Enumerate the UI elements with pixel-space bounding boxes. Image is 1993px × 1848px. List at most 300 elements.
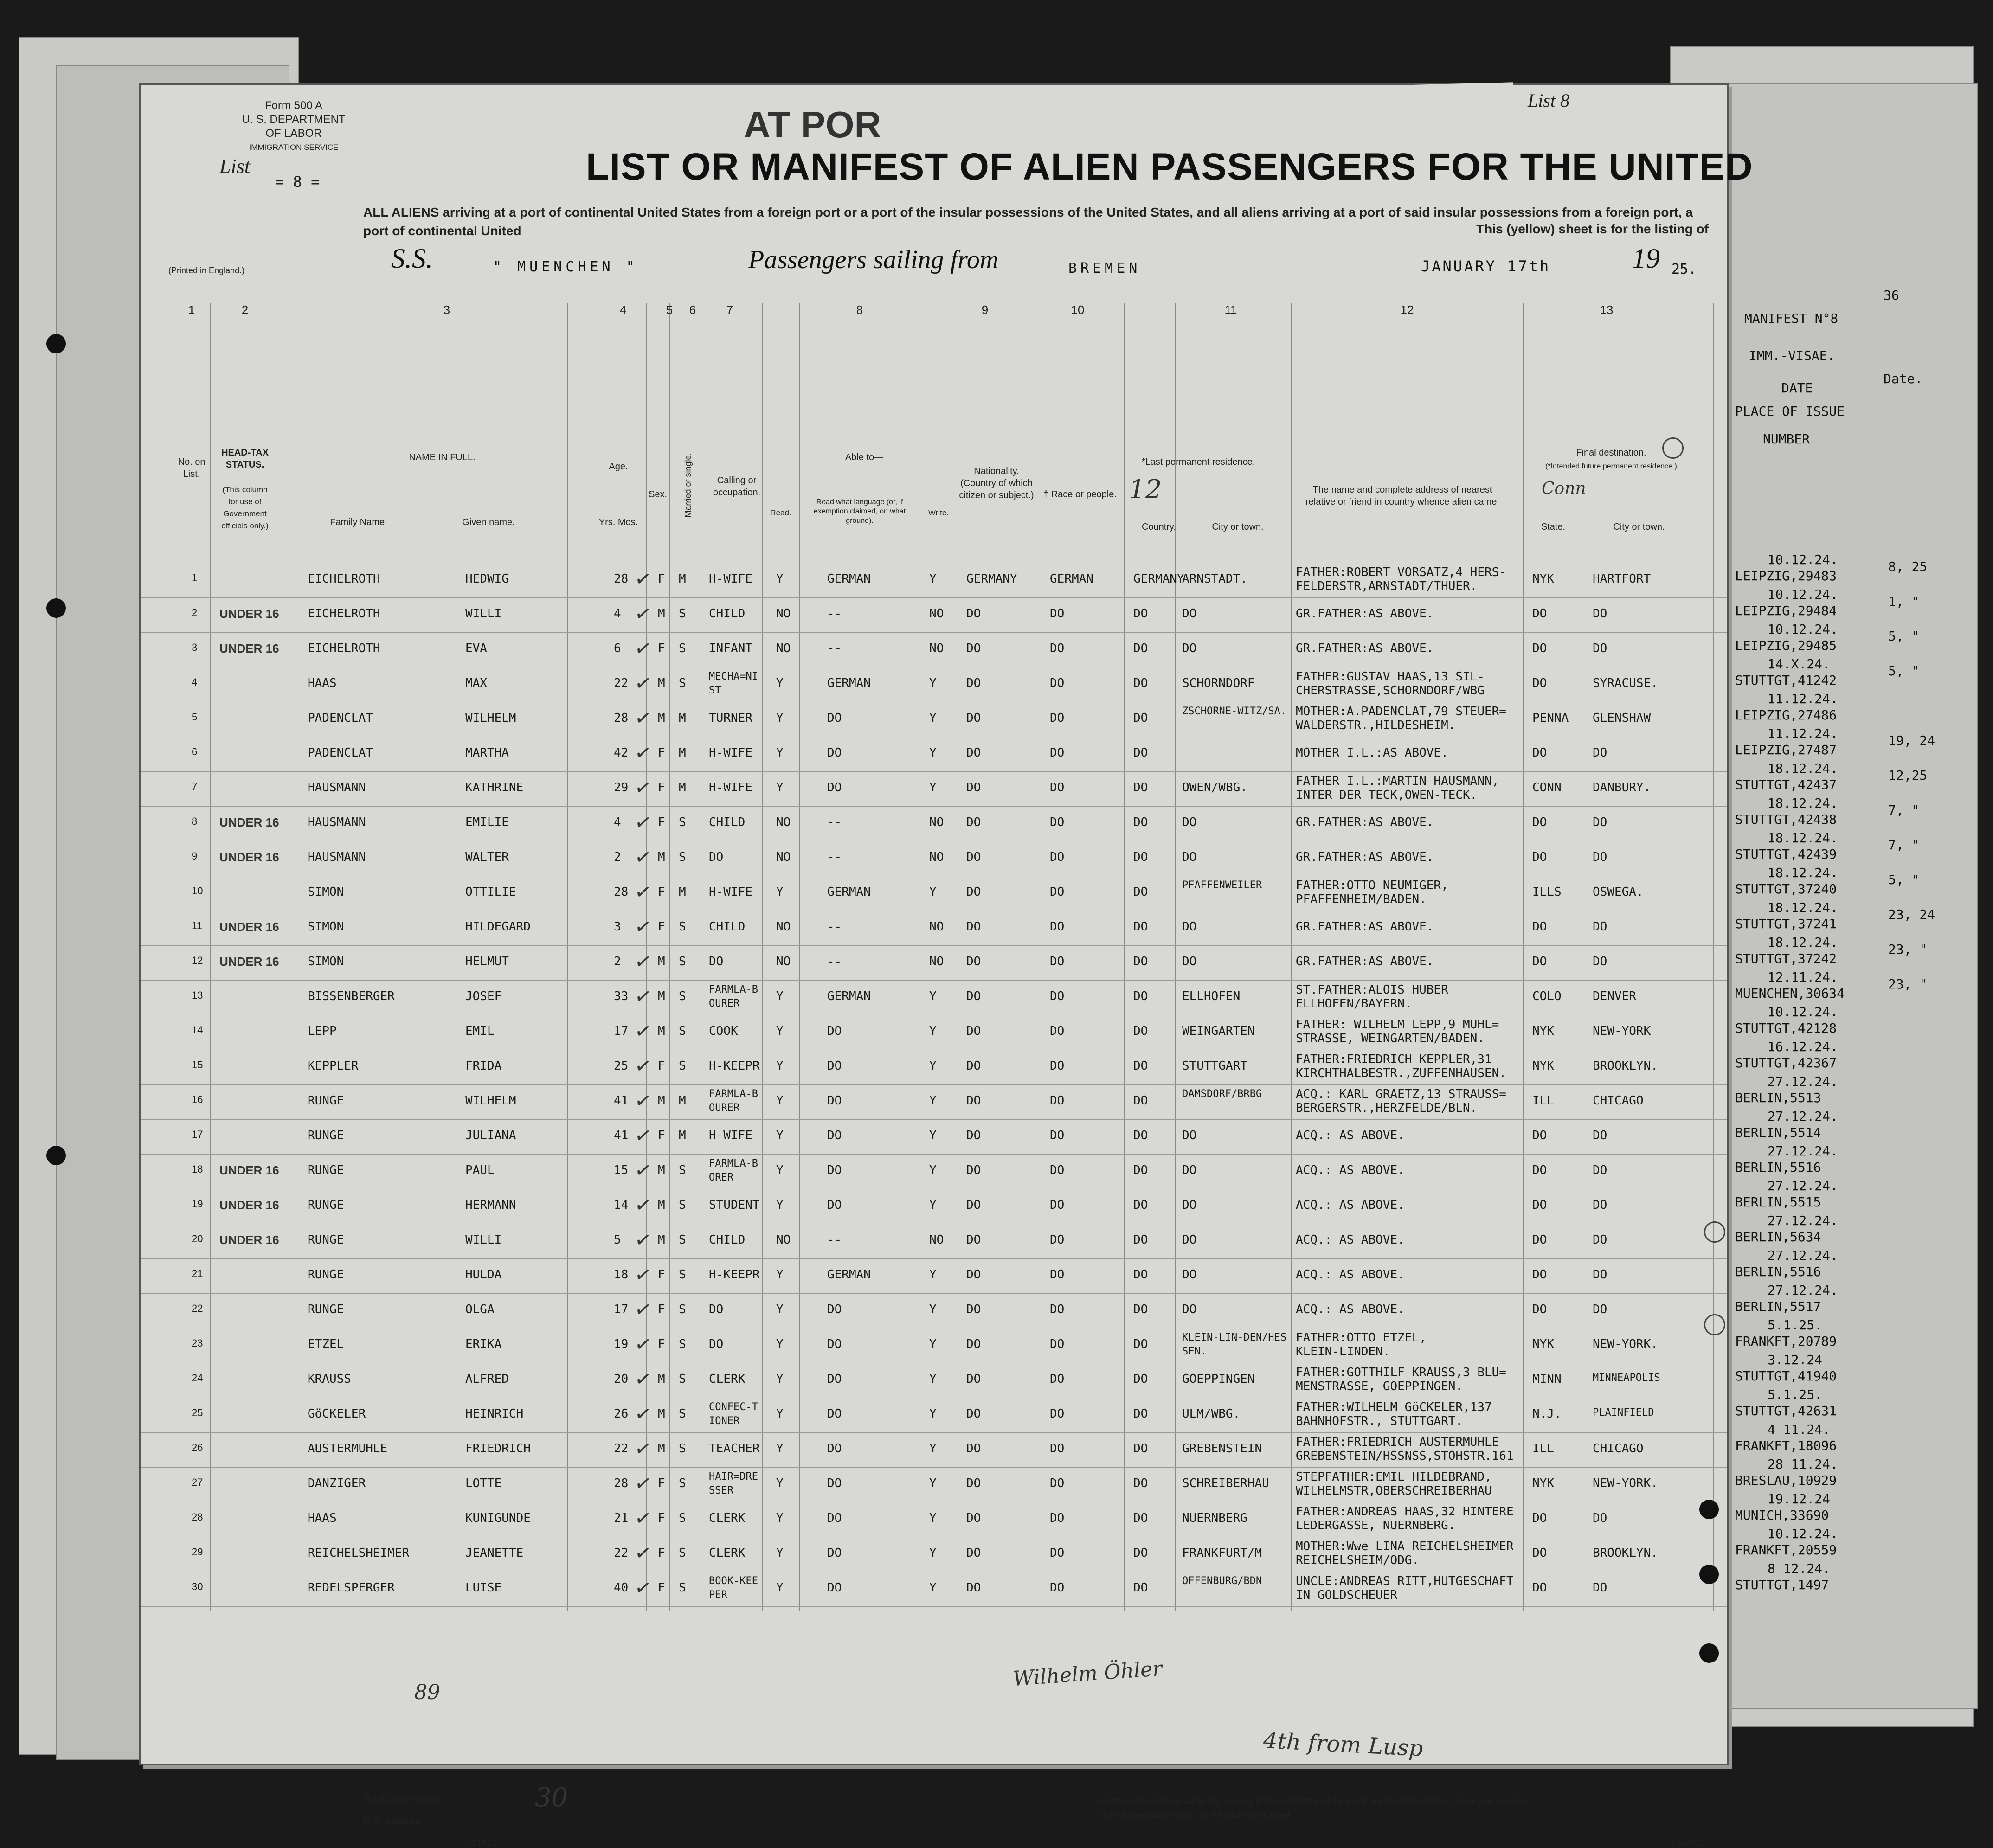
- cell-family: KEPPLER: [308, 1059, 359, 1073]
- punch-hole: [1699, 1500, 1719, 1519]
- cell-given: EVA: [465, 642, 487, 655]
- form-service: IMMIGRATION SERVICE: [249, 143, 339, 152]
- column-number: 9: [981, 303, 989, 317]
- cell-read: Y: [776, 676, 784, 690]
- cell-family: PADENCLAT: [308, 711, 373, 725]
- cell-nat: DO: [966, 1198, 981, 1212]
- cell-no: 29: [192, 1546, 203, 1558]
- visa-date: 11.12.24.: [1768, 726, 1838, 741]
- cell-no: 25: [192, 1407, 203, 1418]
- cell-age: 4: [614, 815, 621, 829]
- cell-age: 14: [614, 1198, 629, 1212]
- visa-date: 27.12.24.: [1768, 1178, 1838, 1194]
- cell-lang: DO: [827, 1546, 842, 1560]
- cell-read: Y: [776, 1303, 784, 1316]
- cell-given: WALTER: [465, 850, 509, 864]
- table-row: [141, 841, 1727, 876]
- cell-city: STUTTGART: [1182, 1059, 1247, 1073]
- punch-hole-ring: [1704, 1221, 1725, 1243]
- cell-write: Y: [929, 781, 937, 795]
- visa-far-value: 5, ": [1888, 872, 1920, 887]
- column-number: 1: [188, 303, 195, 317]
- cell-dest: BROOKLYN.: [1593, 1546, 1658, 1560]
- cell-calling: H-WIFE: [709, 572, 752, 586]
- cell-country: DO: [1133, 1059, 1148, 1073]
- cell-race: DO: [1050, 1024, 1065, 1038]
- cell-country: DO: [1133, 1372, 1148, 1386]
- cell-dest: NEW-YORK.: [1593, 1337, 1658, 1351]
- cell-rel1: FATHER:FRIEDRICH KEPPLER,31 KIRCHTHALBESTR.,ZUFFENHAUSEN.: [1296, 1052, 1506, 1080]
- totals-label: TOTALS.: [465, 1838, 500, 1848]
- cell-rel1: FATHER I.L.:MARTIN HAUSMANN, INTER DER TECK,OWEN-TECK.: [1296, 774, 1499, 802]
- header-country: Country.: [1141, 522, 1177, 532]
- table-row: [141, 806, 1727, 841]
- departure-port: BREMEN: [1068, 260, 1141, 276]
- cell-nat: DO: [966, 1233, 981, 1247]
- cell-country: DO: [1133, 1024, 1148, 1038]
- cell-family: HAAS: [308, 676, 337, 690]
- cell-nat: DO: [966, 1303, 981, 1316]
- cell-no: 27: [192, 1476, 203, 1488]
- checkmark-icon: ✓: [633, 1297, 654, 1322]
- cell-write: Y: [929, 1442, 937, 1456]
- cell-city: DO: [1182, 920, 1197, 934]
- cell-family: RUNGE: [308, 1129, 344, 1142]
- cell-write: NO: [929, 607, 944, 621]
- cell-race: DO: [1050, 1303, 1065, 1316]
- cell-calling: FARMLA-BORER: [709, 1158, 758, 1183]
- cell-race: DO: [1050, 1129, 1065, 1142]
- cell-race: DO: [1050, 1094, 1065, 1108]
- cell-age: 3: [614, 920, 621, 934]
- cell-lang: DO: [827, 1407, 842, 1421]
- cell-sex: F: [658, 1476, 665, 1490]
- cell-nat: GERMANY: [966, 572, 1017, 586]
- cell-sex: F: [658, 642, 665, 655]
- cell-write: Y: [929, 1407, 937, 1421]
- cell-ms: S: [679, 815, 686, 829]
- cell-lang: DO: [827, 1024, 842, 1038]
- table-row: [141, 1224, 1727, 1259]
- manifest-sheet: [139, 83, 1753, 1848]
- header-city: City or town.: [1212, 522, 1264, 532]
- cell-sex: M: [658, 1233, 665, 1247]
- cell-lang: --: [827, 607, 842, 621]
- us-citizens-label: U.S. citizens: [363, 1815, 420, 1827]
- visa-date: 10.12.24.: [1768, 552, 1838, 567]
- cell-tax: UNDER 16: [219, 1233, 279, 1247]
- cell-rel1: GR.FATHER:AS ABOVE.: [1296, 815, 1434, 829]
- cell-sex: M: [658, 711, 665, 725]
- cell-ms: S: [679, 642, 686, 655]
- cell-age: 17: [614, 1303, 629, 1316]
- cell-nat: DO: [966, 1442, 981, 1456]
- cell-city: DO: [1182, 1303, 1197, 1316]
- cell-race: DO: [1050, 989, 1065, 1003]
- cell-write: Y: [929, 1059, 937, 1073]
- cell-sex: F: [658, 1337, 665, 1351]
- cell-country: DO: [1133, 1268, 1148, 1282]
- cell-age: 2: [614, 955, 621, 969]
- cell-write: Y: [929, 1129, 937, 1142]
- cell-write: Y: [929, 1511, 937, 1525]
- header-read: Read.: [770, 508, 791, 517]
- cell-rel1: GR.FATHER:AS ABOVE.: [1296, 642, 1434, 655]
- cell-no: 4: [192, 676, 198, 688]
- cell-age: 40: [614, 1581, 629, 1595]
- header-read-lang: Read what language (or, if exemption claimed, on what ground).: [813, 498, 906, 525]
- cell-write: Y: [929, 1094, 937, 1108]
- punch-hole: [1699, 1565, 1719, 1584]
- cell-country: DO: [1133, 815, 1148, 829]
- cell-age: 2: [614, 850, 621, 864]
- cell-no: 17: [192, 1129, 203, 1140]
- column-number: 7: [726, 303, 733, 317]
- cell-rel1: ACQ.: AS ABOVE.: [1296, 1233, 1405, 1247]
- cell-dest: DO: [1593, 850, 1607, 864]
- visa-place: STUTTGT,41940: [1735, 1368, 1837, 1384]
- cell-tax: UNDER 16: [219, 1163, 279, 1177]
- cell-nat: DO: [966, 607, 981, 621]
- cell-race: DO: [1050, 1233, 1065, 1247]
- visa-place: LEIPZIG,29483: [1735, 568, 1837, 584]
- visa-date: 8 12.24.: [1768, 1561, 1830, 1576]
- visa-place: STUTTGT,42439: [1735, 847, 1837, 862]
- cell-read: Y: [776, 1163, 784, 1177]
- visa-place: BERLIN,5516: [1735, 1264, 1821, 1279]
- cell-ms: S: [679, 920, 686, 934]
- column-number: 6: [689, 303, 696, 317]
- cell-no: 30: [192, 1581, 203, 1592]
- cell-ms: S: [679, 1337, 686, 1351]
- cell-dest: DANBURY.: [1593, 781, 1651, 795]
- cell-state: DO: [1532, 1546, 1547, 1560]
- cell-lang: DO: [827, 1303, 842, 1316]
- cell-write: Y: [929, 1024, 937, 1038]
- cell-country: DO: [1133, 1198, 1148, 1212]
- cell-read: NO: [776, 955, 791, 969]
- list-label: List: [219, 155, 251, 178]
- cell-nat: DO: [966, 1581, 981, 1595]
- cell-lang: DO: [827, 781, 842, 795]
- checkmark-icon: ✓: [633, 949, 654, 975]
- cell-lang: DO: [827, 1511, 842, 1525]
- cell-tax: UNDER 16: [219, 1198, 279, 1212]
- cell-family: PADENCLAT: [308, 746, 373, 760]
- cell-read: Y: [776, 1581, 784, 1595]
- cell-city: GREBENSTEIN: [1182, 1442, 1262, 1456]
- column-number: 11: [1224, 303, 1237, 317]
- visa-date: 10.12.24.: [1768, 622, 1838, 637]
- cell-read: Y: [776, 1094, 784, 1108]
- cell-given: WILHELM: [465, 1094, 516, 1108]
- checkmark-icon: ✓: [633, 1158, 654, 1183]
- cell-family: GöCKELER: [308, 1407, 366, 1421]
- sailing-date: JANUARY 17th: [1421, 257, 1551, 275]
- visa-far-value: 7, ": [1888, 837, 1920, 853]
- table-row: [141, 1467, 1727, 1502]
- visa-date: 27.12.24.: [1768, 1248, 1838, 1263]
- checkmark-icon: ✓: [633, 566, 654, 592]
- header-given: Given name.: [462, 517, 515, 527]
- cell-no: 3: [192, 642, 198, 653]
- visa-date: 16.12.24.: [1768, 1039, 1838, 1054]
- cell-family: ETZEL: [308, 1337, 344, 1351]
- cell-dest: DO: [1593, 1198, 1607, 1212]
- cell-sex: M: [658, 1372, 665, 1386]
- cell-age: 28: [614, 1476, 629, 1490]
- table-row: [141, 632, 1727, 667]
- cell-tax: UNDER 16: [219, 607, 279, 621]
- cell-age: 41: [614, 1094, 629, 1108]
- table-row: [141, 1154, 1727, 1189]
- cell-city: PFAFFENWEILER: [1182, 879, 1262, 891]
- visa-place: LEIPZIG,29485: [1735, 638, 1837, 653]
- cell-calling: BOOK-KEEPER: [709, 1575, 758, 1601]
- cell-sex: M: [658, 955, 665, 969]
- visa-date: 27.12.24.: [1768, 1109, 1838, 1124]
- page-title: LIST OR MANIFEST OF ALIEN PASSENGERS FOR THE UNITED: [586, 146, 1753, 188]
- cell-state: ILLS: [1532, 885, 1562, 899]
- cell-tax: UNDER 16: [219, 955, 279, 969]
- column-number: 8: [856, 303, 863, 317]
- visa-place: BRESLAU,10929: [1735, 1473, 1837, 1488]
- cell-state: DO: [1532, 850, 1547, 864]
- cell-rel1: MOTHER:Wwe LINA REICHELSHEIMER REICHELSHEIM/ODG.: [1296, 1540, 1514, 1567]
- cell-given: WILHELM: [465, 711, 516, 725]
- visa-number-header: NUMBER: [1763, 431, 1810, 447]
- cell-sex: M: [658, 1024, 665, 1038]
- cell-given: KATHRINE: [465, 781, 524, 795]
- column-number: 2: [241, 303, 249, 317]
- checkmark-icon: ✓: [633, 1471, 654, 1496]
- cell-rel1: ACQ.: AS ABOVE.: [1296, 1303, 1405, 1316]
- cell-rel1: FATHER:OTTO NEUMIGER, PFAFFENHEIM/BADEN.: [1296, 879, 1448, 906]
- cell-rel1: GR.FATHER:AS ABOVE.: [1296, 850, 1434, 864]
- cell-lang: DO: [827, 1163, 842, 1177]
- cell-sex: F: [658, 920, 665, 934]
- cell-read: Y: [776, 1198, 784, 1212]
- table-row: [141, 945, 1727, 981]
- list-top: List 8: [1528, 90, 1570, 111]
- date-header: Date.: [1884, 371, 1923, 386]
- cell-city: DO: [1182, 607, 1197, 621]
- cell-family: REICHELSHEIMER: [308, 1546, 410, 1560]
- cell-dest: DO: [1593, 607, 1607, 621]
- cell-family: HAUSMANN: [308, 850, 366, 864]
- cell-given: EMILIE: [465, 815, 509, 829]
- footnote-races: † List of races will be found on the back of this sheet.: [1096, 1810, 1292, 1820]
- visa-date: 5.1.25.: [1768, 1317, 1823, 1333]
- cell-lang: GERMAN: [827, 572, 871, 586]
- header-relative: The name and complete address of nearest relative or friend in country whence alien came.: [1305, 485, 1499, 507]
- cell-read: Y: [776, 1546, 784, 1560]
- cell-write: NO: [929, 1233, 944, 1247]
- cell-rel1: ACQ.: AS ABOVE.: [1296, 1163, 1405, 1177]
- checkmark-icon: ✓: [633, 984, 654, 1009]
- visa-date: 27.12.24.: [1768, 1213, 1838, 1228]
- header-final: Final destination.: [1576, 448, 1646, 458]
- cell-age: 22: [614, 1546, 629, 1560]
- cell-lang: --: [827, 955, 842, 969]
- visa-place: LEIPZIG,27487: [1735, 742, 1837, 757]
- cell-family: RUNGE: [308, 1268, 344, 1282]
- visa-place: FRANKFT,18096: [1735, 1438, 1837, 1453]
- cell-nat: DO: [966, 850, 981, 864]
- cell-race: DO: [1050, 1372, 1065, 1386]
- cell-nat: DO: [966, 815, 981, 829]
- checkmark-icon: ✓: [633, 879, 654, 905]
- cell-lang: DO: [827, 1372, 842, 1386]
- table-row: [141, 737, 1727, 772]
- cell-state: N.J.: [1532, 1407, 1562, 1421]
- visa-place: STUTTGT,1497: [1735, 1577, 1829, 1592]
- cell-age: 5: [614, 1233, 621, 1247]
- header-no: No. on List.: [178, 457, 206, 479]
- cell-given: LUISE: [465, 1581, 502, 1595]
- cell-read: Y: [776, 1476, 784, 1490]
- cell-family: SIMON: [308, 955, 344, 969]
- cell-rel1: UNCLE:ANDREAS RITT,HUTGESCHAFT IN GOLDSCHEUER: [1296, 1574, 1514, 1602]
- cell-dest: DO: [1593, 1511, 1607, 1525]
- cell-calling: CLERK: [709, 1511, 746, 1525]
- cell-write: Y: [929, 1268, 937, 1282]
- cell-no: 14: [192, 1024, 203, 1036]
- table-row: [141, 1293, 1727, 1328]
- cell-country: DO: [1133, 920, 1148, 934]
- visa-place: BERLIN,5515: [1735, 1194, 1821, 1210]
- checkmark-icon: ✓: [633, 1436, 654, 1462]
- handwritten-conn: Conn: [1542, 479, 1586, 498]
- cell-state: MINN: [1532, 1372, 1562, 1386]
- footnote-residence: * Permanent residence within the meaning of this manifest shall be actual or intended residence of one year or more.: [1096, 1797, 1528, 1806]
- cell-city: DO: [1182, 955, 1197, 969]
- cell-nat: DO: [966, 1268, 981, 1282]
- cell-read: Y: [776, 711, 784, 725]
- cell-country: DO: [1133, 746, 1148, 760]
- header-write: Write.: [928, 508, 949, 517]
- cell-country: DO: [1133, 989, 1148, 1003]
- cell-no: 2: [192, 607, 198, 618]
- cell-age: 28: [614, 885, 629, 899]
- visa-place: BERLIN,5516: [1735, 1160, 1821, 1175]
- cell-rel1: FATHER: WILHELM LEPP,9 MUHL= STRASSE, WEINGARTEN/BADEN.: [1296, 1018, 1499, 1046]
- cell-ms: S: [679, 1024, 686, 1038]
- cell-tax: UNDER 16: [219, 850, 279, 864]
- cell-sex: F: [658, 572, 665, 586]
- cell-calling: COOK: [709, 1024, 738, 1038]
- cell-lang: --: [827, 815, 842, 829]
- cell-family: EICHELROTH: [308, 572, 380, 586]
- table-row: [141, 1119, 1727, 1155]
- cell-state: DO: [1532, 815, 1547, 829]
- cell-state: DO: [1532, 1163, 1547, 1177]
- cell-write: Y: [929, 572, 937, 586]
- cell-nat: DO: [966, 1024, 981, 1038]
- cell-read: Y: [776, 746, 784, 760]
- cell-sex: M: [658, 607, 665, 621]
- handwritten-total: 30: [535, 1783, 568, 1813]
- cell-city: DO: [1182, 1233, 1197, 1247]
- cell-given: WILLI: [465, 1233, 502, 1247]
- cell-state: ILL: [1532, 1094, 1554, 1108]
- cell-family: RUNGE: [308, 1094, 344, 1108]
- cell-calling: CHILD: [709, 1233, 746, 1247]
- header-headtax: HEAD-TAX STATUS.: [221, 448, 269, 470]
- cell-dest: HARTFORT: [1593, 572, 1651, 586]
- cell-age: 41: [614, 1129, 629, 1142]
- visa-place: STUTTGT,41242: [1735, 673, 1837, 688]
- cell-dest: DO: [1593, 920, 1607, 934]
- cell-read: NO: [776, 815, 791, 829]
- cell-calling: STUDENT: [709, 1198, 760, 1212]
- cell-country: DO: [1133, 1581, 1148, 1595]
- punch-hole-ring: [1704, 1314, 1725, 1335]
- cell-nat: DO: [966, 1511, 981, 1525]
- table-row: [141, 980, 1727, 1015]
- visa-place: BERLIN,5517: [1735, 1299, 1821, 1314]
- cell-race: DO: [1050, 1581, 1065, 1595]
- visa-date: 28 11.24.: [1768, 1457, 1838, 1472]
- cell-no: 12: [192, 955, 203, 966]
- cell-write: NO: [929, 642, 944, 655]
- cell-dest: DO: [1593, 1268, 1607, 1282]
- visa-date: 18.12.24.: [1768, 900, 1838, 915]
- cell-rel1: GR.FATHER:AS ABOVE.: [1296, 607, 1434, 621]
- cell-sex: M: [658, 850, 665, 864]
- header-yrs: Yrs. Mos.: [598, 517, 638, 527]
- form-dept: U. S. DEPARTMENT OF LABOR: [242, 113, 346, 140]
- cell-read: Y: [776, 1059, 784, 1073]
- cell-state: NYK: [1532, 1476, 1554, 1490]
- cell-rel1: STEPFATHER:EMIL HILDEBRAND, WILHELMSTR,OBERSCHREIBERHAU: [1296, 1470, 1492, 1498]
- checkmark-icon: ✓: [633, 1332, 654, 1357]
- cell-given: KUNIGUNDE: [465, 1511, 531, 1525]
- total-passengers-label: Total passengers: [363, 1792, 441, 1803]
- cell-rel1: FATHER:ANDREAS HAAS,32 HINTERE LEDERGASSE, NUERNBERG.: [1296, 1505, 1514, 1533]
- cell-race: GERMAN: [1050, 572, 1093, 586]
- column-number: 4: [619, 303, 627, 317]
- cell-city: DO: [1182, 1163, 1197, 1177]
- cell-country: DO: [1133, 1546, 1148, 1560]
- cell-given: HERMANN: [465, 1198, 516, 1212]
- cell-tax: UNDER 16: [219, 815, 279, 829]
- cell-sex: F: [658, 885, 665, 899]
- cell-state: PENNA: [1532, 711, 1569, 725]
- cell-race: DO: [1050, 1337, 1065, 1351]
- cell-given: ALFRED: [465, 1372, 509, 1386]
- cell-calling: H-WIFE: [709, 781, 752, 795]
- cell-nat: DO: [966, 1163, 981, 1177]
- header-calling: Calling or occupation.: [713, 475, 761, 498]
- cell-nat: DO: [966, 1059, 981, 1073]
- form-tag: [233, 99, 354, 154]
- cell-calling: FARMLA-BOURER: [709, 1088, 758, 1114]
- cell-city: OFFENBURG/BDN: [1182, 1575, 1262, 1587]
- cell-ms: S: [679, 1268, 686, 1282]
- cell-age: 21: [614, 1511, 629, 1525]
- cell-ms: M: [679, 1129, 686, 1142]
- cell-calling: HAIR=DRESSER: [709, 1471, 758, 1496]
- cell-state: DO: [1532, 920, 1547, 934]
- visa-date: 18.12.24.: [1768, 865, 1838, 880]
- cell-age: 22: [614, 676, 629, 690]
- visa-label: IMM.-VISAE.: [1749, 348, 1835, 363]
- checkmark-icon: ✓: [633, 1123, 654, 1149]
- header-name: NAME IN FULL.: [409, 452, 476, 462]
- cell-age: 29: [614, 781, 629, 795]
- cell-ms: S: [679, 1198, 686, 1212]
